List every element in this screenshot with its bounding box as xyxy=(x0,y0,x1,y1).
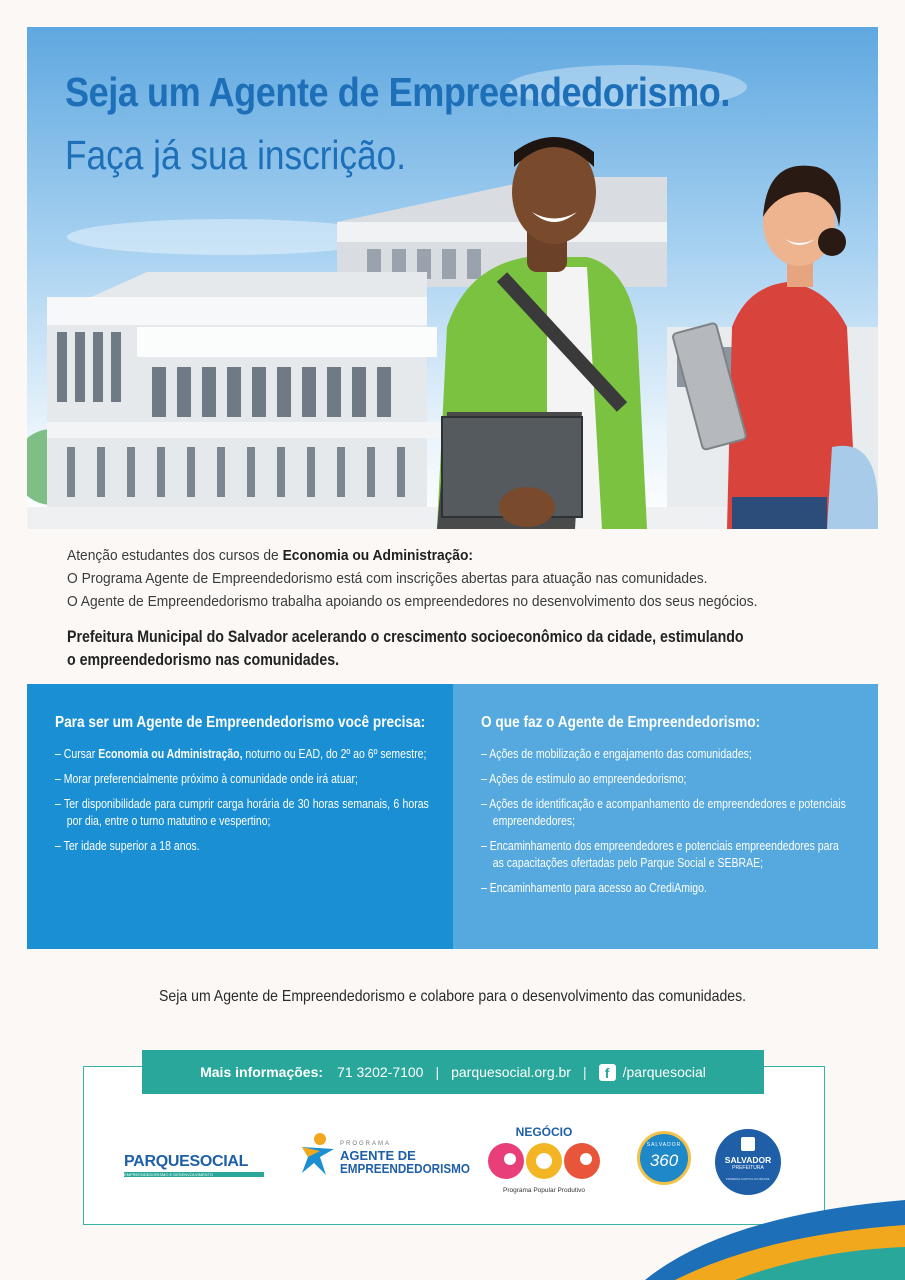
intro-line-3: O Agente de Empreendedorismo trabalha apoiando os empreendedores no desenvolvimento dos seus negócios. xyxy=(67,593,758,610)
requirements-panel xyxy=(27,684,453,949)
city-crest-icon xyxy=(741,1137,755,1151)
negocio-pop-logo xyxy=(484,1125,604,1205)
negocio-label: NEGÓCIO xyxy=(515,1125,573,1139)
activity-item: – Ações de identificação e acompanhamento de empreendedores e potenciais empreendedores; xyxy=(481,796,846,830)
intro-line-1 xyxy=(67,544,785,567)
highlight-line-2: o empreendedorismo nas comunidades. xyxy=(67,651,340,669)
requirements-title: Para ser um Agente de Empreendedorismo você precisa: xyxy=(55,714,426,731)
salvador-360-top: SALVADOR xyxy=(646,1142,682,1148)
requirement-item: – Ter idade superior a 18 anos. xyxy=(55,838,429,855)
pop-letters-graphic xyxy=(484,1139,604,1183)
prefeitura-sub: PREFEITURA xyxy=(732,1165,764,1171)
pop-label xyxy=(484,1141,604,1142)
activity-item: – Encaminhamento para acesso ao CrediAmigo. xyxy=(481,880,846,897)
contact-bar xyxy=(142,1050,764,1094)
contact-website[interactable]: parquesocial.org.br xyxy=(451,1064,571,1080)
activities-list xyxy=(481,746,846,905)
call-to-action xyxy=(0,988,905,1006)
decorative-wave xyxy=(645,1195,905,1280)
intro-line-1-prefix: Atenção estudantes dos cursos de xyxy=(67,547,283,564)
requirement-item-1-suffix: noturno ou EAD, do 2º ao 6º semestre; xyxy=(242,747,427,761)
prefeitura-salvador-logo xyxy=(715,1129,781,1195)
intro-line-2: O Programa Agente de Empreendedorismo está com inscrições abertas para atuação nas comunidades. xyxy=(67,570,708,587)
requirement-item: – Ter disponibilidade para cumprir carga horária de 30 horas semanais, 6 horas por dia, entre o turno matutino e vespertino; xyxy=(55,796,429,830)
pop-subtitle: Programa Popular Produtivo xyxy=(502,1187,585,1194)
contact-separator: | xyxy=(582,1064,587,1080)
requirement-item-1-prefix: Cursar xyxy=(63,747,99,761)
facebook-icon[interactable]: f xyxy=(599,1064,616,1081)
page-subtitle: Faça já sua inscrição. xyxy=(65,132,407,178)
activity-item: – Ações de mobilização e engajamento das comunidades; xyxy=(481,746,846,763)
requirements-list xyxy=(55,746,429,863)
contact-social[interactable]: /parquesocial xyxy=(622,1064,706,1080)
salvador-360-logo xyxy=(637,1131,691,1185)
highlight-statement xyxy=(67,626,789,672)
activities-title: O que faz o Agente de Empreendedorismo: xyxy=(481,714,761,731)
call-to-action-text: Seja um Agente de Empreendedorismo e colabore para o desenvolvimento das comunidades. xyxy=(158,988,747,1005)
parque-social-logo-text: PARQUESOCIAL xyxy=(124,1153,249,1170)
prefeitura-tagline: PRIMEIRA CAPITAL DO BRASIL xyxy=(725,1177,771,1181)
contact-separator: | xyxy=(435,1064,440,1080)
activity-item: – Encaminhamento dos empreendedores e potenciais empreendedores para as capacitações ofertadas pelo Parque Social e SEBRAE; xyxy=(481,838,846,872)
activity-item: – Ações de estímulo ao empreendedorismo; xyxy=(481,771,846,788)
agente-logo-line-2: EMPREENDEDORISMO xyxy=(340,1161,471,1176)
prefeitura-name: SALVADOR xyxy=(724,1155,772,1165)
activities-panel xyxy=(453,684,878,949)
hero-banner xyxy=(27,27,878,529)
agente-empreendedorismo-logo xyxy=(298,1133,471,1185)
requirement-item: – Morar preferencialmente próximo à comunidade onde irá atuar; xyxy=(55,771,429,788)
requirement-item xyxy=(55,746,429,763)
page-title: Seja um Agente de Empreendedorismo. xyxy=(65,69,730,115)
star-figure-icon xyxy=(298,1133,336,1177)
parque-social-logo xyxy=(124,1153,264,1177)
parque-social-logo-sub: EMPREENDEDORISMO E DESENVOLVIMENTO xyxy=(124,1172,264,1177)
highlight-line-1: Prefeitura Municipal do Salvador acelerando o crescimento socioeconômico da cidade, estimulando xyxy=(67,628,744,646)
salvador-360-number: 360 xyxy=(649,1151,679,1170)
intro-text xyxy=(67,544,785,613)
agente-logo-small: PROGRAMA xyxy=(340,1141,392,1147)
intro-line-1-bold: Economia ou Administração: xyxy=(282,547,474,564)
agente-logo-line-1: AGENTE DE xyxy=(340,1148,416,1163)
requirement-item-1-bold: Economia ou Administração, xyxy=(98,747,243,761)
contact-label: Mais informações: xyxy=(200,1064,324,1080)
contact-phone[interactable]: 71 3202-7100 xyxy=(337,1064,424,1080)
